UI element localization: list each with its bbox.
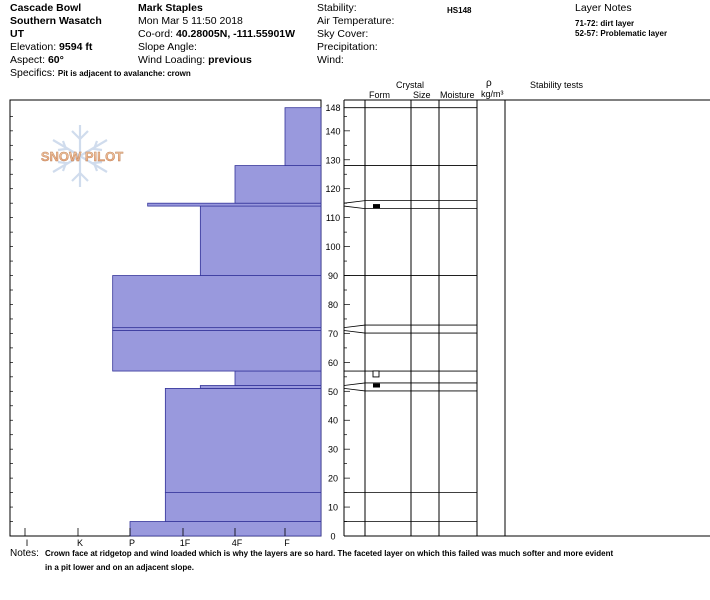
depth-tick-label: 40 xyxy=(327,415,339,426)
layer-note-text: dirt layer xyxy=(600,19,635,28)
form-header: Form xyxy=(369,90,390,100)
layer-bar xyxy=(200,386,321,389)
datetime: Mon Mar 5 11:50 2018 xyxy=(138,15,243,27)
layer-bar xyxy=(200,206,321,275)
hardness-tick-label: P xyxy=(128,538,136,548)
layer-note-range: 71-72: xyxy=(575,19,599,28)
hardness-tick-label: F xyxy=(284,538,290,548)
depth-tick-label: 20 xyxy=(327,473,339,484)
crystal-header: Crystal xyxy=(396,80,425,90)
depth-tick-label: 110 xyxy=(325,213,341,224)
depth-tick-label: 130 xyxy=(325,155,341,166)
depth-tick-label: 60 xyxy=(327,357,339,368)
hardness-tick-label: K xyxy=(76,538,84,548)
layer-bar xyxy=(165,388,321,492)
density-symbol: ρ xyxy=(486,78,492,89)
elevation-label: Elevation: xyxy=(10,41,57,53)
depth-tick-label: 50 xyxy=(327,386,339,397)
layer-bar xyxy=(235,166,321,204)
notes-line-2: in a pit lower and on an adjacent slope. xyxy=(45,563,194,572)
precipitation-label: Precipitation: xyxy=(317,41,378,53)
moisture-header: Moisture xyxy=(440,90,475,100)
sky-cover-label: Sky Cover: xyxy=(317,28,369,40)
logo-text: SNOW PILOT xyxy=(40,149,124,164)
depth-tick-label: 100 xyxy=(325,242,341,253)
hardness-tick-label: 1F xyxy=(179,538,191,548)
notes-line-1: Crown face at ridgetop and wind loaded which is why the layers are so hard. The faceted layer on which this failed was much softer and more evident xyxy=(45,549,614,558)
layer-bar xyxy=(113,328,321,331)
layer-notes-title: Layer Notes xyxy=(575,2,632,14)
layer-note-text: Problematic layer xyxy=(600,29,668,38)
observer: Mark Staples xyxy=(138,2,203,14)
density-unit: kg/m³ xyxy=(481,89,504,99)
stability-tests-header: Stability tests xyxy=(530,80,584,90)
state: UT xyxy=(10,28,24,40)
elevation-value: 9594 ft xyxy=(59,41,93,53)
aspect-value: 60° xyxy=(47,54,64,66)
wind-loading-label: Wind Loading: xyxy=(138,54,206,66)
coord-value: 40.28005N, -111.55901W xyxy=(175,28,296,40)
snowpilot-logo xyxy=(41,125,123,187)
specifics-value: Pit is adjacent to avalanche: crown xyxy=(57,69,191,78)
coord-label: Co-ord: xyxy=(138,28,174,40)
depth-tick-label: 30 xyxy=(327,444,339,455)
depth-tick-label: 140 xyxy=(325,126,341,137)
grain-form-symbol xyxy=(373,204,380,208)
layer-bar xyxy=(130,522,321,536)
snow-height-label: 148 xyxy=(325,103,341,114)
layer-note-range: 52-57: xyxy=(575,29,599,38)
depth-tick-label: 70 xyxy=(327,328,339,339)
air-temp-label: Air Temperature: xyxy=(317,15,395,27)
hardness-tick-label: 4F xyxy=(231,538,243,548)
grain-form-symbol xyxy=(373,371,379,377)
layer-bar xyxy=(148,203,321,206)
range: Southern Wasatch xyxy=(10,15,102,27)
wind-label: Wind: xyxy=(317,54,344,66)
aspect-label: Aspect: xyxy=(10,54,46,66)
slope-label: Slope Angle: xyxy=(138,41,197,53)
size-header: Size xyxy=(413,90,431,100)
layer-bar xyxy=(113,331,321,372)
depth-tick-label: 0 xyxy=(330,531,336,542)
layer-bar xyxy=(235,371,321,385)
depth-tick-label: 120 xyxy=(325,184,341,195)
location: Cascade Bowl xyxy=(10,2,82,14)
layer-bar xyxy=(113,276,321,328)
hardness-tick-label: I xyxy=(25,538,29,548)
plot-area xyxy=(10,100,710,548)
layer-bar xyxy=(285,108,321,166)
stability-label: Stability: xyxy=(317,2,357,14)
depth-tick-label: 90 xyxy=(327,271,339,282)
grain-form-symbol xyxy=(373,384,380,388)
specifics-label: Specifics: xyxy=(10,67,55,79)
notes-label: Notes: xyxy=(10,548,39,559)
wind-loading-value: previous xyxy=(208,54,252,66)
hs-value: HS148 xyxy=(447,6,472,15)
depth-tick-label: 10 xyxy=(327,502,339,513)
depth-tick-label: 80 xyxy=(327,299,339,310)
layer-bar xyxy=(165,493,321,522)
